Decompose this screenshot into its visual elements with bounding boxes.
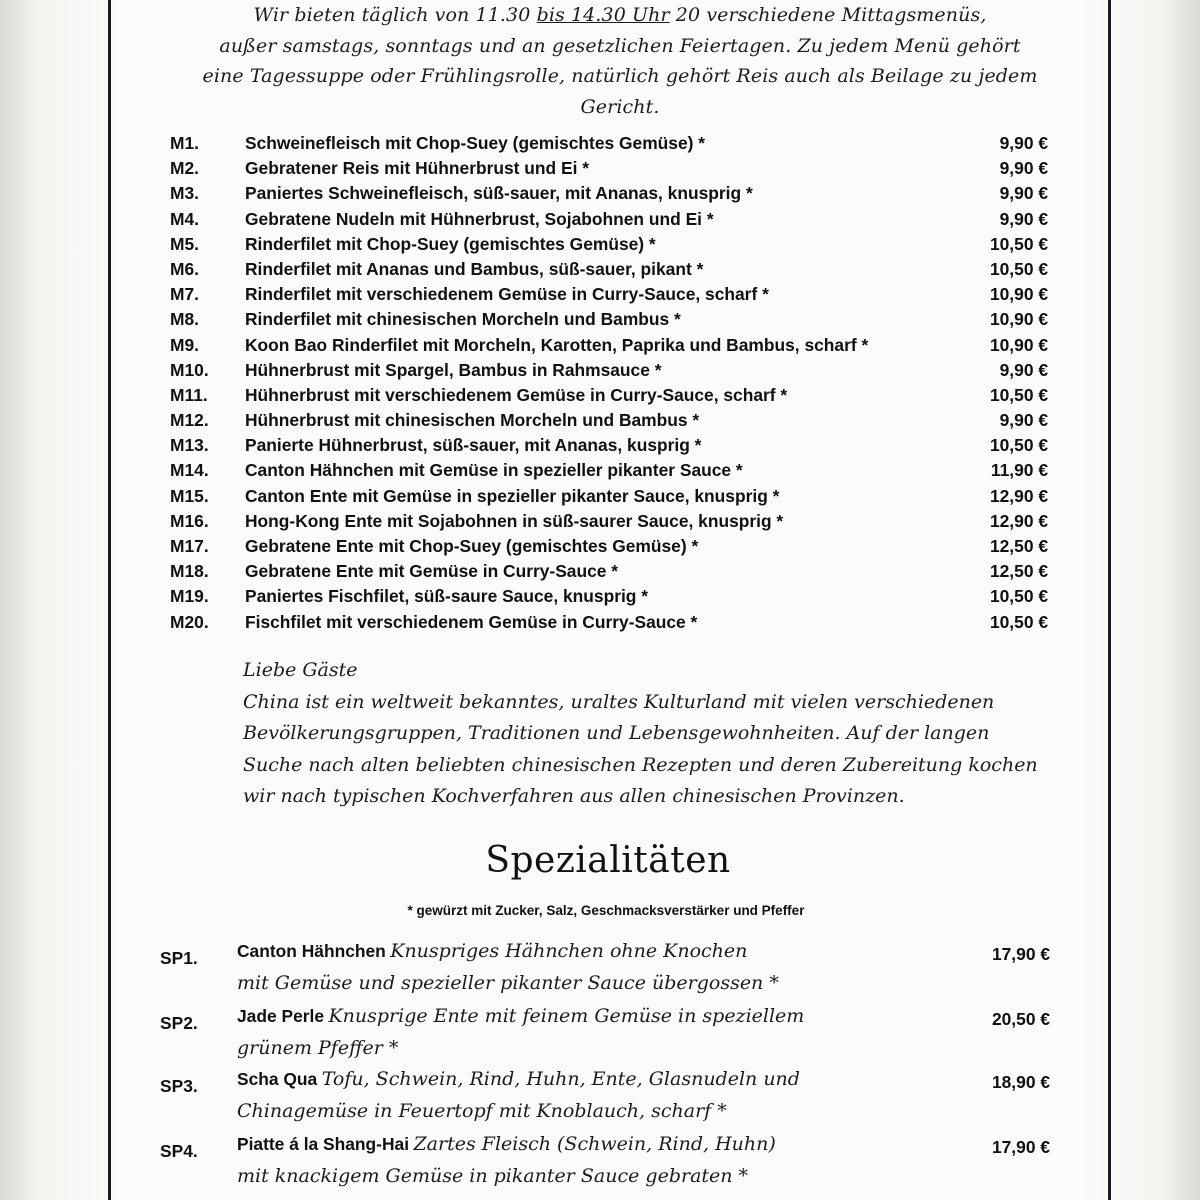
menu-item-price: 12,90 € [989, 485, 1048, 506]
special-price: 17,90 € [991, 1137, 1050, 1157]
special-price: 20,50 € [991, 1009, 1050, 1029]
intro-line-2: außer samstags, sonntags und an gesetzlichen Feiertagen. Zu jedem Menü gehört [219, 34, 1021, 57]
special-price: 18,90 € [991, 1072, 1050, 1092]
menu-item-dish: Rinderfilet mit Chop-Suey (gemischtes Gemüse) * [245, 233, 656, 254]
page-border-left [108, 0, 111, 1200]
menu-item-row [170, 209, 1060, 234]
menu-item-code: M8. [170, 309, 199, 330]
menu-item-price: 9,90 € [999, 133, 1048, 153]
lunch-menu-list [170, 133, 1060, 637]
menu-item-code: M16. [170, 510, 209, 531]
menu-item-price: 10,50 € [989, 258, 1048, 279]
menu-item-price: 10,50 € [989, 384, 1048, 405]
menu-item-price: 10,90 € [989, 309, 1048, 330]
menu-item-dish: Gebratene Ente mit Chop-Suey (gemischtes Gemüse) * [245, 536, 699, 556]
menu-item-dish: Panierte Hühnerbrust, süß-sauer, mit Ananas, kusprig * [245, 435, 702, 456]
menu-item-price: 10,50 € [989, 435, 1048, 456]
welcome-line-4: wir nach typischen Kochverfahren aus allen chinesischen Provinzen. [243, 785, 905, 807]
menu-item-dish: Fischfilet mit verschiedenem Gemüse in Curry-Sauce * [245, 611, 698, 632]
special-description: Tofu, Schwein, Rind, Huhn, Ente, Glasnudeln und [321, 1068, 800, 1090]
menu-item-row [170, 561, 1060, 586]
special-code: SP2. [160, 1013, 198, 1033]
menu-item-row [170, 385, 1060, 410]
special-item [160, 1068, 1060, 1132]
menu-item-dish: Gebratene Ente mit Gemüse in Curry-Sauce * [245, 561, 619, 582]
seasoning-footnote: * gewürzt mit Zucker, Salz, Geschmacksverstärker und Pfeffer [407, 903, 805, 918]
special-code: SP4. [160, 1141, 198, 1161]
menu-item-row [170, 460, 1060, 485]
menu-item-row [170, 435, 1060, 460]
menu-item-row [170, 284, 1060, 309]
lunch-hours: bis 14.30 Uhr [536, 4, 670, 26]
menu-item-dish: Gebratener Reis mit Hühnerbrust und Ei * [245, 158, 590, 179]
special-item [160, 1005, 1060, 1069]
special-description-cont: mit knackigem Gemüse in pikanter Sauce gebraten * [237, 1165, 749, 1187]
page-border-right [1108, 0, 1111, 1200]
special-price: 17,90 € [991, 944, 1050, 964]
special-name: Piatte á la Shang-Hai [237, 1134, 410, 1154]
menu-item-dish: Hühnerbrust mit verschiedenem Gemüse in Curry-Sauce, scharf * [245, 384, 788, 405]
menu-item-code: M5. [170, 233, 199, 254]
lunch-intro-text [190, 0, 1050, 122]
menu-item-dish: Gebratene Nudeln mit Hühnerbrust, Sojabohnen und Ei * [245, 208, 714, 229]
menu-item-code: M11. [170, 384, 208, 405]
menu-item-code: M1. [170, 133, 199, 153]
menu-item-dish: Hühnerbrust mit Spargel, Bambus in Rahmsauce * [245, 359, 662, 380]
menu-item-code: M10. [170, 359, 209, 380]
menu-item-row [170, 259, 1060, 284]
menu-item-dish: Koon Bao Rinderfilet mit Morcheln, Karotten, Paprika und Bambus, scharf * [245, 334, 869, 355]
menu-item-row [170, 309, 1060, 334]
special-item [160, 1133, 1060, 1197]
menu-item-row [170, 536, 1060, 561]
special-line-1 [237, 940, 747, 962]
special-description: Knusprige Ente mit feinem Gemüse in speziellem [328, 1005, 805, 1027]
welcome-line-1: China ist ein weltweit bekanntes, uraltes Kulturland mit vielen verschiedenen [243, 690, 995, 713]
menu-item-row [170, 183, 1060, 208]
menu-item-dish: Paniertes Fischfilet, süß-saure Sauce, knusprig * [245, 586, 649, 607]
menu-item-row [170, 486, 1060, 511]
menu-item-code: M15. [170, 485, 209, 506]
special-description: Zartes Fleisch (Schwein, Rind, Huhn) [413, 1133, 776, 1155]
menu-item-code: M17. [170, 536, 209, 556]
special-line-1 [237, 1068, 800, 1090]
special-name: Scha Qua [237, 1069, 318, 1089]
menu-item-price: 10,50 € [989, 233, 1048, 254]
welcome-text [243, 655, 1073, 813]
menu-item-code: M13. [170, 435, 209, 456]
menu-item-dish: Rinderfilet mit chinesischen Morcheln und Bambus * [245, 309, 681, 330]
menu-item-code: M6. [170, 258, 199, 279]
special-name: Canton Hähnchen [237, 941, 386, 961]
menu-item-dish: Rinderfilet mit Ananas und Bambus, süß-sauer, pikant * [245, 258, 704, 279]
special-description-cont: Chinagemüse in Feuertopf mit Knoblauch, scharf * [237, 1100, 727, 1122]
menu-item-code: M12. [170, 410, 209, 431]
menu-item-code: M19. [170, 586, 209, 607]
special-description: Knuspriges Hähnchen ohne Knochen [390, 940, 748, 962]
menu-item-code: M7. [170, 284, 199, 305]
menu-item-dish: Schweinefleisch mit Chop-Suey (gemischtes Gemüse) * [245, 133, 706, 153]
intro-line-3: eine Tagessuppe oder Frühlingsrolle, natürlich gehört Reis auch als Beilage zu jedem [202, 65, 1038, 87]
menu-item-dish: Hong-Kong Ente mit Sojabohnen in süß-saurer Sauce, knusprig * [245, 510, 784, 531]
special-item [160, 940, 1060, 1004]
special-line-1 [237, 1005, 804, 1027]
menu-item-price: 9,90 € [999, 359, 1048, 380]
menu-item-row [170, 158, 1060, 183]
menu-item-price: 10,50 € [989, 586, 1048, 607]
special-name: Jade Perle [237, 1006, 325, 1026]
menu-item-price: 10,90 € [989, 334, 1048, 355]
menu-item-price: 9,90 € [999, 158, 1048, 179]
menu-item-code: M18. [170, 561, 209, 582]
menu-item-row [170, 586, 1060, 611]
special-code: SP3. [160, 1076, 198, 1096]
special-line-1 [237, 1133, 776, 1155]
intro-line-4: Gericht. [580, 95, 660, 118]
menu-item-code: M2. [170, 158, 199, 179]
menu-item-price: 9,90 € [999, 183, 1048, 204]
menu-item-price: 12,90 € [989, 510, 1048, 531]
menu-item-code: M3. [170, 183, 199, 204]
special-description-cont: mit Gemüse und spezieller pikanter Sauce übergossen * [237, 972, 779, 994]
menu-item-row [170, 234, 1060, 259]
menu-item-dish: Rinderfilet mit verschiedenem Gemüse in Curry-Sauce, scharf * [245, 284, 769, 305]
menu-item-dish: Paniertes Schweinefleisch, süß-sauer, mit Ananas, knusprig * [245, 183, 753, 204]
special-description-cont: grünem Pfeffer * [237, 1037, 399, 1059]
menu-item-row [170, 612, 1060, 637]
special-code: SP1. [160, 948, 198, 968]
intro-line-1: Wir bieten täglich von 11.30 bis 14.30 Uhr 20 verschiedene Mittagsmenüs, [253, 4, 987, 26]
menu-item-dish: Hühnerbrust mit chinesischen Morcheln und Bambus * [245, 410, 700, 431]
menu-item-price: 12,50 € [989, 561, 1048, 582]
menu-item-code: M20. [170, 611, 209, 632]
menu-item-row [170, 360, 1060, 385]
menu-item-row [170, 511, 1060, 536]
welcome-line-2: Bevölkerungsgruppen, Traditionen und Lebensgewohnheiten. Auf der langen [243, 722, 990, 744]
menu-item-code: M9. [170, 334, 199, 355]
specials-heading: Spezialitäten [485, 840, 731, 881]
menu-item-price: 11,90 € [990, 460, 1048, 481]
menu-item-price: 9,90 € [999, 410, 1048, 431]
welcome-greeting: Liebe Gäste [243, 659, 358, 681]
menu-item-price: 9,90 € [999, 208, 1048, 229]
menu-item-price: 10,90 € [989, 284, 1048, 305]
menu-item-row [170, 335, 1060, 360]
menu-item-price: 12,50 € [989, 536, 1048, 556]
menu-item-row [170, 410, 1060, 435]
menu-item-row [170, 133, 1060, 158]
menu-item-code: M4. [170, 208, 199, 229]
menu-item-dish: Canton Ente mit Gemüse in spezieller pikanter Sauce, knusprig * [245, 485, 780, 506]
menu-item-code: M14. [170, 460, 209, 481]
menu-item-price: 10,50 € [989, 611, 1048, 632]
menu-item-dish: Canton Hähnchen mit Gemüse in spezieller pikanter Sauce * [245, 460, 743, 481]
welcome-line-3: Suche nach alten beliebten chinesischen Rezepten und deren Zubereitung kochen [243, 753, 1038, 776]
